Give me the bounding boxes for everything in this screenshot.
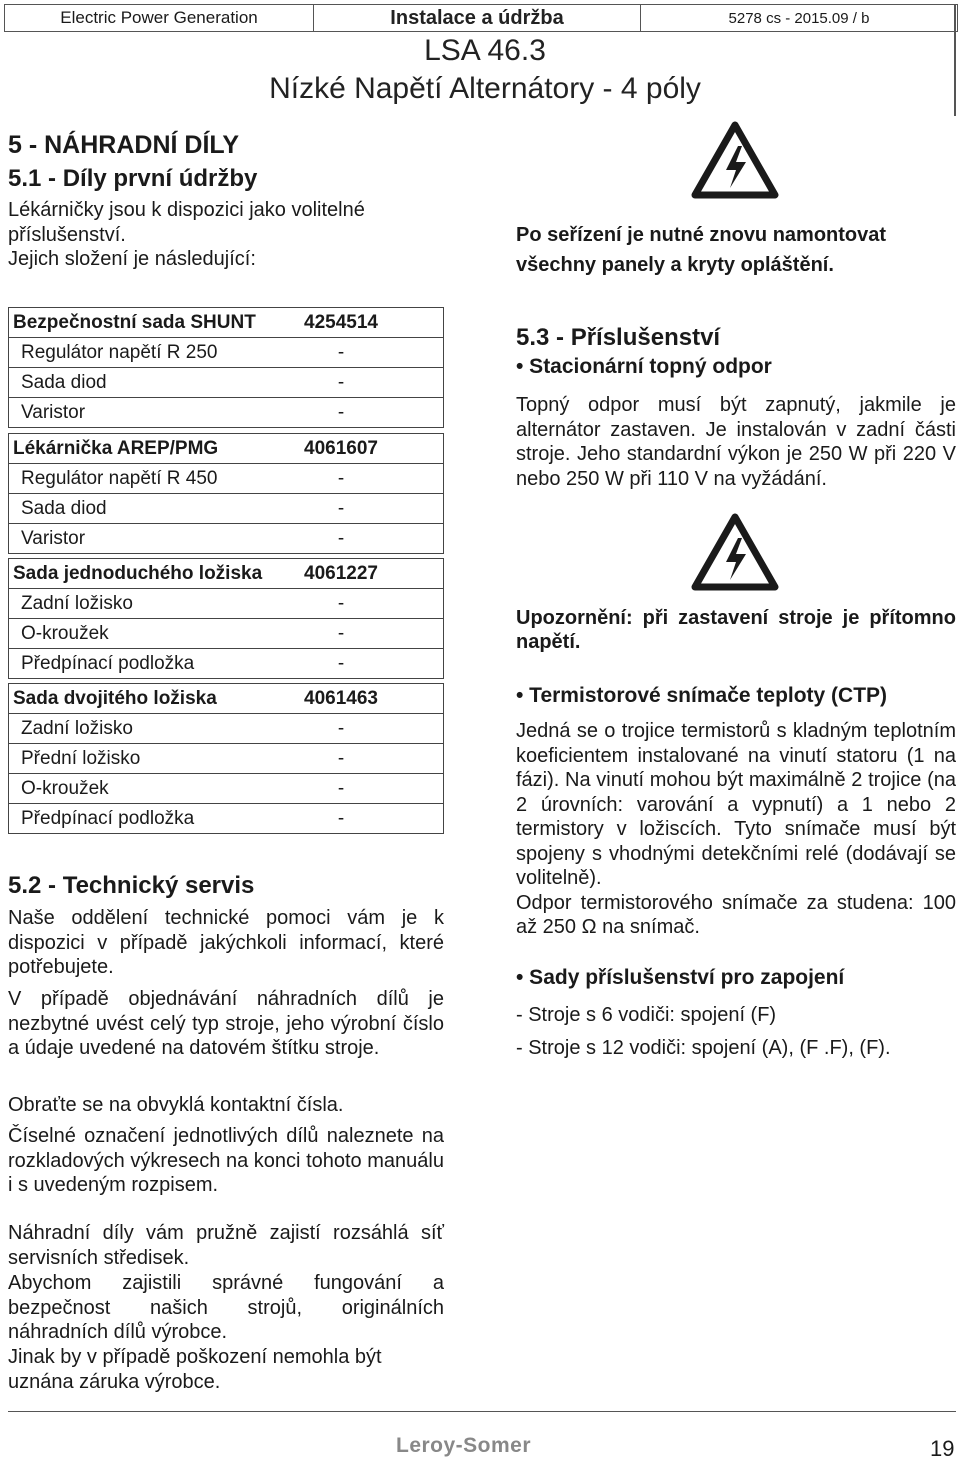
heater-heading: • Stacionární topný odpor xyxy=(516,355,772,378)
table-row: Sada jednoduchého ložiska 4061227 xyxy=(13,562,378,584)
table-row: Zadní ložisko - xyxy=(9,588,443,618)
table-row: Varistor - xyxy=(9,523,443,553)
doc-title: LSA 46.3 xyxy=(424,34,546,67)
table-row: Lékárnička AREP/PMG 4061607 xyxy=(13,437,378,459)
warning-voltage-text: Upozornění: při zastavení stroje je přítomno napětí. xyxy=(516,607,956,653)
header-docref: 5278 cs - 2015.09 / b xyxy=(728,9,870,27)
section-5-2-para-2: V případě objednávání náhradních dílů je nezbytné uvést celý typ stroje, jeho výrobní číslo a údaje uvedené na datovém štítku stroje. xyxy=(8,988,444,1059)
section-5-3-heading: 5.3 - Příslušenství xyxy=(516,324,721,351)
kit-table-arep xyxy=(8,433,444,554)
table-row: Varistor - xyxy=(9,397,443,427)
table-row: Zadní ložisko - xyxy=(9,713,443,743)
warning-lightning-icon xyxy=(690,120,780,202)
section-5-2-para-1: Naše oddělení technické pomoci vám je k dispozici v případě jakýchkoli informací, které potřebujete. xyxy=(8,907,444,978)
section-5-2-para-6: Abychom zajistili správné fungování a bezpečnost našich strojů, originálních náhradních dílů výrobce. xyxy=(8,1272,444,1343)
header-company: Electric Power Generation xyxy=(5,5,314,31)
section-5-1-intro: Lékárničky jsou k dispozici jako volitelné příslušenství. Jejich složení je následující: xyxy=(8,199,365,270)
chapter-heading: 5 - NÁHRADNÍ DÍLY xyxy=(8,131,240,159)
table-row: Sada dvojitého ložiska 4061463 xyxy=(13,687,378,709)
warning-lightning-icon xyxy=(690,512,780,594)
doc-subtitle: Nízké Napětí Alternátory - 4 póly xyxy=(269,72,701,105)
kit-table-shunt xyxy=(8,307,444,428)
table-row: Přední ložisko - xyxy=(9,743,443,773)
table-row: Regulátor napětí R 450 - xyxy=(9,463,443,493)
section-5-2-para-7: Jinak by v případě poškození nemohla být uznána záruka výrobce. xyxy=(8,1346,382,1393)
page-header xyxy=(4,4,958,32)
connection-kits-heading: • Sady příslušenství pro zapojení xyxy=(516,966,845,989)
warning-reassembly-text: Po seřízení je nutné znovu namontovat všechny panely a kryty opláštění. xyxy=(516,224,887,276)
kit-table-single-bearing xyxy=(8,558,444,679)
connection-kit-item-2: - Stroje s 12 vodiči: spojení (A), (F .F), (F). xyxy=(516,1037,891,1059)
ctp-description: Jedná se o trojice termistorů s kladným teplotním koeficientem instalované na vinutí statoru (1 na fázi). Na vinutí mohou být maximálně 2 trojice (na 2 úrovních: varování a vypnutí) a 1 nebo 2 termistory v ložiscích. Tyto snímače musí být spojeny s vhodnými detekčními relé (dodávají se volitelně). Odpor termistorového snímače za studena: 100 až 250 Ω na snímač. xyxy=(516,720,956,938)
table-row: Sada diod - xyxy=(9,493,443,523)
table-row: O-kroužek - xyxy=(9,773,443,803)
section-5-1-heading: 5.1 - Díly první údržby xyxy=(8,165,258,192)
connection-kit-item-1: - Stroje s 6 vodiči: spojení (F) xyxy=(516,1004,777,1026)
table-row: Předpínací podložka - xyxy=(9,803,443,833)
table-row: Sada diod - xyxy=(9,367,443,397)
table-row: Bezpečnostní sada SHUNT 4254514 xyxy=(13,311,378,333)
section-5-2-heading: 5.2 - Technický servis xyxy=(8,872,255,899)
kit-table-double-bearing xyxy=(8,683,444,834)
footer-rule xyxy=(8,1411,956,1412)
table-row: Regulátor napětí R 250 - xyxy=(9,337,443,367)
header-section: Instalace a údržba xyxy=(314,5,641,31)
page-number: 19 xyxy=(930,1436,955,1461)
ctp-heading: • Termistorové snímače teploty (CTP) xyxy=(516,684,888,707)
section-5-2-para-3: Obraťte se na obvyklá kontaktní čísla. xyxy=(8,1094,344,1116)
table-row: O-kroužek - xyxy=(9,618,443,648)
table-row: Předpínací podložka - xyxy=(9,648,443,678)
header-right-rule xyxy=(954,4,956,116)
brand-logo: Leroy-Somer xyxy=(396,1434,532,1457)
section-5-2-para-4: Číselné označení jednotlivých dílů naleznete na rozkladových výkresech na konci tohoto manuálu i s uvedeným rozpisem. xyxy=(8,1125,444,1196)
heater-description: Topný odpor musí být zapnutý, jakmile je alternátor zastaven. Je instalován v zadní části stroje. Jeho standardní výkon je 250 W při 220 V nebo 250 W při 110 V na vyžádání. xyxy=(516,394,956,490)
section-5-2-para-5: Náhradní díly vám pružně zajistí rozsáhlá síť servisních středisek. xyxy=(8,1222,444,1269)
